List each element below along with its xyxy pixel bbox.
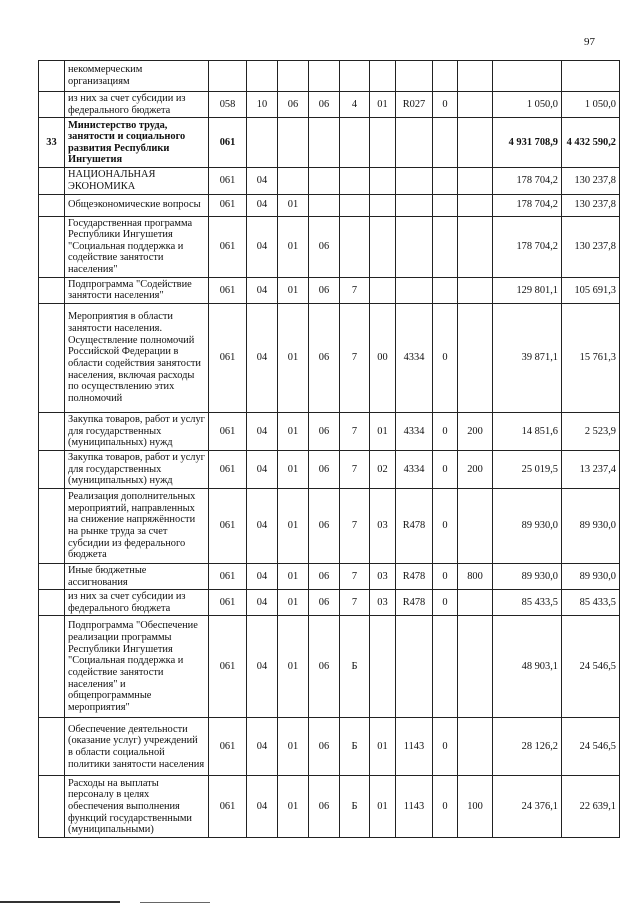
- cell-sum2: 89 930,0: [562, 563, 620, 589]
- cell-c4: 7: [340, 277, 370, 303]
- cell-c1: 04: [247, 194, 278, 216]
- cell-sum1: 85 433,5: [493, 590, 562, 616]
- cell-c7: [433, 118, 458, 168]
- cell-c1: 04: [247, 277, 278, 303]
- cell-c7: [433, 194, 458, 216]
- cell-sum2: 1 050,0: [562, 92, 620, 118]
- cell-c7: 0: [433, 488, 458, 563]
- cell-num: [39, 488, 65, 563]
- cell-sum2: 4 432 590,2: [562, 118, 620, 168]
- cell-c5: [370, 194, 396, 216]
- cell-sum2: 89 930,0: [562, 488, 620, 563]
- table-row: [39, 413, 620, 451]
- cell-sum1: 24 376,1: [493, 776, 562, 838]
- cell-c7: 0: [433, 304, 458, 413]
- cell-c8: [458, 92, 493, 118]
- cell-ministry: 061: [209, 590, 247, 616]
- page-number: 97: [584, 36, 595, 48]
- cell-c6: R027: [396, 92, 433, 118]
- cell-ministry: 061: [209, 277, 247, 303]
- cell-c6: 1143: [396, 776, 433, 838]
- cell-name: Государственная программа Республики Ингушетия "Социальная поддержка и содействие занятости населения": [65, 216, 209, 277]
- cell-c5: [370, 277, 396, 303]
- table-row: [39, 718, 620, 776]
- cell-ministry: 061: [209, 168, 247, 194]
- cell-name: Подпрограмма "Обеспечение реализации программы Республики Ингушетия "Социальная поддержка и содействие занятости населения" и общепрограммные мероприятия": [65, 616, 209, 718]
- cell-c8: [458, 277, 493, 303]
- table-row: [39, 168, 620, 194]
- cell-num: [39, 304, 65, 413]
- cell-c5: [370, 118, 396, 168]
- cell-c7: 0: [433, 413, 458, 451]
- cell-num: [39, 194, 65, 216]
- cell-c8: [458, 61, 493, 92]
- cell-c8: [458, 216, 493, 277]
- cell-sum2: 13 237,4: [562, 450, 620, 488]
- cell-c2: 01: [278, 304, 309, 413]
- footer-rule-short: [140, 902, 210, 903]
- cell-c4: Б: [340, 718, 370, 776]
- cell-name: Закупка товаров, работ и услуг для государственных (муниципальных) нужд: [65, 450, 209, 488]
- cell-c2: 01: [278, 563, 309, 589]
- cell-c6: R478: [396, 590, 433, 616]
- cell-sum1: [493, 61, 562, 92]
- cell-c2: 01: [278, 488, 309, 563]
- cell-name: Иные бюджетные ассигнования: [65, 563, 209, 589]
- cell-c6: 4334: [396, 413, 433, 451]
- cell-ministry: [209, 61, 247, 92]
- cell-sum1: 28 126,2: [493, 718, 562, 776]
- cell-c1: 04: [247, 216, 278, 277]
- cell-ministry: 061: [209, 304, 247, 413]
- cell-sum2: [562, 61, 620, 92]
- cell-c7: [433, 277, 458, 303]
- cell-sum2: 105 691,3: [562, 277, 620, 303]
- cell-sum2: 2 523,9: [562, 413, 620, 451]
- cell-c1: 04: [247, 590, 278, 616]
- cell-ministry: 061: [209, 194, 247, 216]
- cell-c4: [340, 168, 370, 194]
- cell-sum1: 1 050,0: [493, 92, 562, 118]
- cell-c8: 800: [458, 563, 493, 589]
- cell-c7: 0: [433, 563, 458, 589]
- cell-c3: 06: [309, 413, 340, 451]
- cell-c1: 04: [247, 168, 278, 194]
- cell-c7: [433, 216, 458, 277]
- cell-c1: 04: [247, 304, 278, 413]
- cell-name: Реализация дополнительных мероприятий, направленных на снижение напряжённости на рынке труда за счет субсидии из федерального бюджета: [65, 488, 209, 563]
- cell-c8: 100: [458, 776, 493, 838]
- cell-c7: [433, 616, 458, 718]
- cell-c6: 4334: [396, 450, 433, 488]
- cell-c1: 04: [247, 776, 278, 838]
- cell-name: некоммерческим организациям: [65, 61, 209, 92]
- cell-c7: 0: [433, 450, 458, 488]
- cell-c1: [247, 61, 278, 92]
- cell-c2: 01: [278, 590, 309, 616]
- cell-c8: [458, 718, 493, 776]
- cell-sum1: 178 704,2: [493, 168, 562, 194]
- cell-sum2: 130 237,8: [562, 216, 620, 277]
- cell-ministry: 061: [209, 563, 247, 589]
- cell-c6: [396, 216, 433, 277]
- table-row: [39, 216, 620, 277]
- cell-c2: 01: [278, 277, 309, 303]
- cell-num: [39, 277, 65, 303]
- footer-rule: [0, 901, 120, 903]
- cell-c4: Б: [340, 776, 370, 838]
- cell-sum1: 178 704,2: [493, 194, 562, 216]
- cell-sum1: 48 903,1: [493, 616, 562, 718]
- cell-ministry: 061: [209, 718, 247, 776]
- cell-c5: 00: [370, 304, 396, 413]
- table-row: [39, 92, 620, 118]
- cell-c5: [370, 616, 396, 718]
- cell-c5: 03: [370, 488, 396, 563]
- cell-sum1: 4 931 708,9: [493, 118, 562, 168]
- cell-c2: [278, 118, 309, 168]
- cell-c2: 01: [278, 216, 309, 277]
- cell-c2: 01: [278, 616, 309, 718]
- cell-c4: 7: [340, 304, 370, 413]
- table-row: [39, 590, 620, 616]
- cell-c6: 4334: [396, 304, 433, 413]
- cell-c1: 04: [247, 413, 278, 451]
- cell-c1: 04: [247, 616, 278, 718]
- cell-c3: [309, 194, 340, 216]
- cell-c6: [396, 616, 433, 718]
- cell-c2: 01: [278, 718, 309, 776]
- cell-name: Расходы на выплаты персоналу в целях обеспечения выполнения функций государственными (муниципальными): [65, 776, 209, 838]
- cell-c3: [309, 118, 340, 168]
- cell-c4: 7: [340, 590, 370, 616]
- cell-c4: 7: [340, 413, 370, 451]
- cell-c3: 06: [309, 590, 340, 616]
- cell-c4: [340, 61, 370, 92]
- cell-ministry: 061: [209, 450, 247, 488]
- table-row: [39, 563, 620, 589]
- cell-ministry: 061: [209, 616, 247, 718]
- cell-sum2: 15 761,3: [562, 304, 620, 413]
- table-row: [39, 450, 620, 488]
- cell-name: Обеспечение деятельности (оказание услуг) учреждений в области социальной политики занятости населения: [65, 718, 209, 776]
- table-row: [39, 304, 620, 413]
- budget-table: [38, 60, 620, 838]
- cell-c3: 06: [309, 616, 340, 718]
- cell-num: [39, 61, 65, 92]
- cell-c4: 7: [340, 563, 370, 589]
- table-row: [39, 61, 620, 92]
- cell-name: Мероприятия в области занятости населения. Осуществление полномочий Российской Федерации в области содействия занятости населения, включая расходы по осуществлению этих полномочий: [65, 304, 209, 413]
- cell-c3: [309, 61, 340, 92]
- cell-c5: 03: [370, 563, 396, 589]
- table-row: [39, 776, 620, 838]
- cell-c3: 06: [309, 450, 340, 488]
- cell-c5: 03: [370, 590, 396, 616]
- cell-sum2: 22 639,1: [562, 776, 620, 838]
- cell-c3: 06: [309, 563, 340, 589]
- table-row: [39, 118, 620, 168]
- cell-c5: [370, 216, 396, 277]
- cell-c5: 02: [370, 450, 396, 488]
- cell-c6: [396, 277, 433, 303]
- cell-c4: 7: [340, 488, 370, 563]
- cell-c7: [433, 168, 458, 194]
- cell-c8: [458, 590, 493, 616]
- cell-sum1: 89 930,0: [493, 563, 562, 589]
- cell-c6: [396, 168, 433, 194]
- cell-c3: 06: [309, 304, 340, 413]
- cell-c2: 06: [278, 92, 309, 118]
- cell-c3: [309, 168, 340, 194]
- cell-c2: 01: [278, 450, 309, 488]
- cell-c8: [458, 118, 493, 168]
- cell-name: из них за счет субсидии из федерального бюджета: [65, 590, 209, 616]
- cell-c8: 200: [458, 413, 493, 451]
- cell-name: Общеэкономические вопросы: [65, 194, 209, 216]
- cell-sum2: 130 237,8: [562, 194, 620, 216]
- cell-sum1: 129 801,1: [493, 277, 562, 303]
- cell-c3: 06: [309, 277, 340, 303]
- cell-c6: [396, 118, 433, 168]
- cell-name: Министерство труда, занятости и социального развития Республики Ингушетия: [65, 118, 209, 168]
- cell-c1: 04: [247, 718, 278, 776]
- cell-c7: 0: [433, 718, 458, 776]
- cell-c6: 1143: [396, 718, 433, 776]
- cell-sum1: 25 019,5: [493, 450, 562, 488]
- cell-name: НАЦИОНАЛЬНАЯ ЭКОНОМИКА: [65, 168, 209, 194]
- cell-ministry: 061: [209, 216, 247, 277]
- cell-c2: 01: [278, 776, 309, 838]
- cell-c2: 01: [278, 194, 309, 216]
- cell-c7: 0: [433, 776, 458, 838]
- cell-name: Закупка товаров, работ и услуг для государственных (муниципальных) нужд: [65, 413, 209, 451]
- cell-c8: [458, 194, 493, 216]
- table-row: [39, 488, 620, 563]
- cell-num: [39, 413, 65, 451]
- cell-c1: 04: [247, 563, 278, 589]
- cell-sum2: 24 546,5: [562, 616, 620, 718]
- cell-sum1: 89 930,0: [493, 488, 562, 563]
- cell-c8: [458, 304, 493, 413]
- cell-c3: 06: [309, 216, 340, 277]
- cell-sum1: 178 704,2: [493, 216, 562, 277]
- cell-c5: 01: [370, 413, 396, 451]
- cell-c6: R478: [396, 488, 433, 563]
- cell-c5: 01: [370, 718, 396, 776]
- cell-c4: [340, 216, 370, 277]
- cell-num: [39, 216, 65, 277]
- cell-c2: [278, 61, 309, 92]
- cell-sum1: 39 871,1: [493, 304, 562, 413]
- cell-sum2: 24 546,5: [562, 718, 620, 776]
- cell-c5: [370, 61, 396, 92]
- cell-ministry: 061: [209, 413, 247, 451]
- cell-c4: 4: [340, 92, 370, 118]
- table-row: [39, 616, 620, 718]
- cell-c3: 06: [309, 488, 340, 563]
- cell-c4: Б: [340, 616, 370, 718]
- cell-name: из них за счет субсидии из федерального бюджета: [65, 92, 209, 118]
- cell-c5: [370, 168, 396, 194]
- cell-c4: 7: [340, 450, 370, 488]
- cell-c8: 200: [458, 450, 493, 488]
- table-row: [39, 277, 620, 303]
- cell-c8: [458, 616, 493, 718]
- cell-c7: 0: [433, 92, 458, 118]
- cell-c5: 01: [370, 776, 396, 838]
- cell-sum1: 14 851,6: [493, 413, 562, 451]
- cell-c7: 0: [433, 590, 458, 616]
- cell-c3: 06: [309, 718, 340, 776]
- cell-num: [39, 450, 65, 488]
- cell-num: [39, 616, 65, 718]
- cell-num: [39, 718, 65, 776]
- cell-c6: [396, 194, 433, 216]
- cell-num: 33: [39, 118, 65, 168]
- cell-name: Подпрограмма "Содействие занятости населения": [65, 277, 209, 303]
- cell-ministry: 061: [209, 488, 247, 563]
- table-row: [39, 194, 620, 216]
- cell-c2: [278, 168, 309, 194]
- cell-ministry: 058: [209, 92, 247, 118]
- cell-c8: [458, 488, 493, 563]
- cell-num: [39, 590, 65, 616]
- cell-c4: [340, 118, 370, 168]
- cell-c4: [340, 194, 370, 216]
- cell-c6: R478: [396, 563, 433, 589]
- cell-c1: 04: [247, 450, 278, 488]
- cell-c1: 04: [247, 488, 278, 563]
- cell-c3: 06: [309, 92, 340, 118]
- cell-num: [39, 563, 65, 589]
- cell-c3: 06: [309, 776, 340, 838]
- cell-ministry: 061: [209, 776, 247, 838]
- cell-c1: [247, 118, 278, 168]
- cell-c6: [396, 61, 433, 92]
- cell-sum2: 85 433,5: [562, 590, 620, 616]
- cell-num: [39, 168, 65, 194]
- cell-c1: 10: [247, 92, 278, 118]
- cell-c8: [458, 168, 493, 194]
- cell-c5: 01: [370, 92, 396, 118]
- cell-num: [39, 92, 65, 118]
- cell-sum2: 130 237,8: [562, 168, 620, 194]
- cell-c7: [433, 61, 458, 92]
- cell-num: [39, 776, 65, 838]
- cell-c2: 01: [278, 413, 309, 451]
- cell-ministry: 061: [209, 118, 247, 168]
